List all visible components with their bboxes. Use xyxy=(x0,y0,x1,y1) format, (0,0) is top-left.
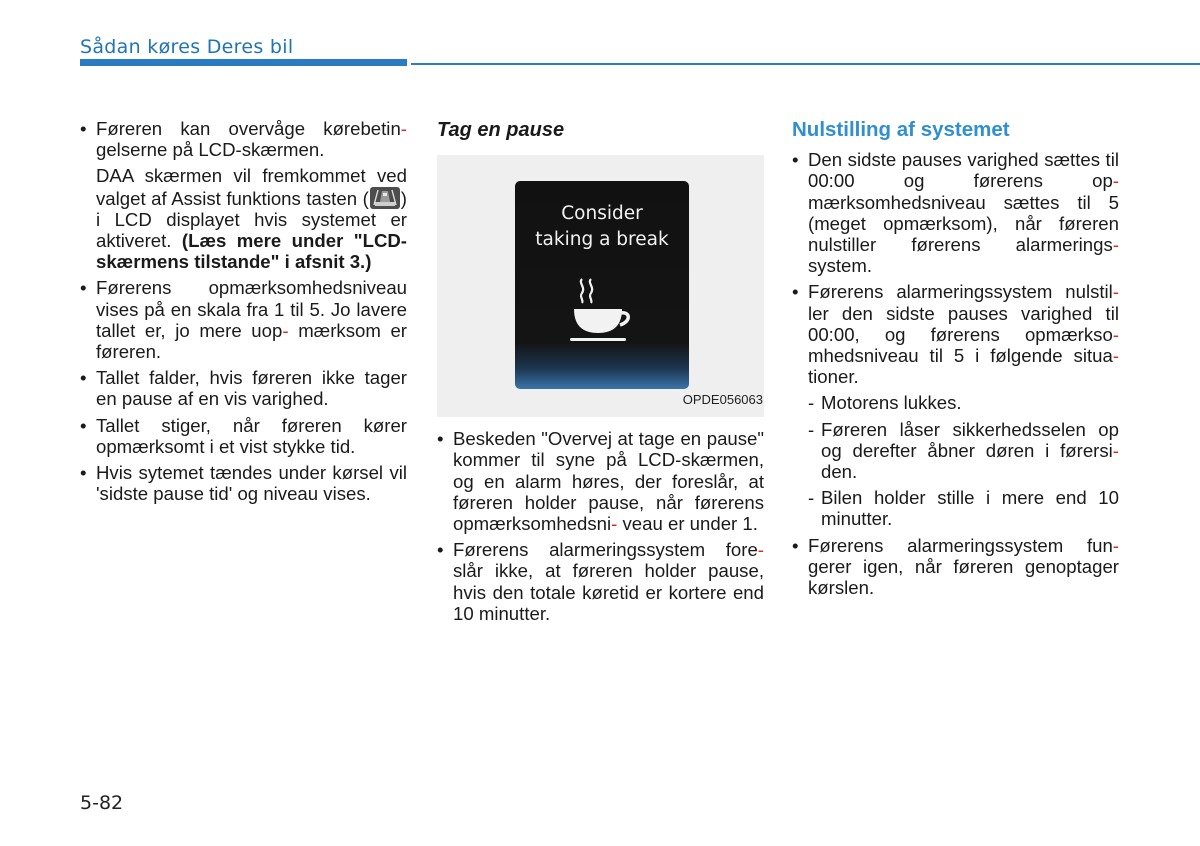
text: Bilen holder stille i mere end 10 minutter. xyxy=(821,487,1119,530)
dash-mark: - xyxy=(808,418,815,440)
sub-list-item xyxy=(792,392,1119,413)
header-bar xyxy=(80,59,407,66)
sub-list-item xyxy=(792,487,1119,529)
list-item xyxy=(437,428,764,534)
lane-assist-icon xyxy=(370,187,400,209)
figure xyxy=(437,155,764,417)
hyphen: - xyxy=(1112,439,1119,461)
text: Førerens alarmeringssystem fun xyxy=(808,534,1113,556)
figure-caption: OPDE056063 xyxy=(682,392,763,407)
text: Førerens alarmeringssystem nulstil xyxy=(808,281,1113,303)
coffee-cup-icon xyxy=(570,275,634,347)
text: mærksomhedsniveau sættes til 5 (meget opmærksom), når føreren nulstiller førerens alarmerings xyxy=(808,191,1119,256)
hyphen: - xyxy=(757,539,764,561)
hyphen: - xyxy=(1112,281,1119,303)
text: gelserne på LCD-skærmen. xyxy=(96,139,325,161)
text: Beskeden "Overvej at tage en pause" kommer til syne på LCD-skærmen, og en alarm høres, der foreslår, at føreren holder pause, når førerens opmærksomhedsni xyxy=(453,428,764,535)
text: ler den sidste pauses varighed til 00:00, og førerens opmærkso xyxy=(808,302,1119,345)
text: Den sidste pauses varighed sættes til 00:00 og førerens op xyxy=(808,149,1119,192)
list-item xyxy=(80,462,407,504)
list-item xyxy=(80,415,407,457)
text: gerer igen, når føreren genoptager kørslen. xyxy=(808,555,1119,599)
header-rule xyxy=(411,63,1200,65)
dash-mark: - xyxy=(808,392,815,414)
hyphen: - xyxy=(400,118,407,139)
text: Førerens opmærksomhedsniveau vises på en skala fra 1 til 5. Jo lavere tallet er, jo mere uop xyxy=(96,277,407,341)
text: ) i LCD displayet hvis systemet er aktiveret. xyxy=(96,187,407,252)
lcd-screen xyxy=(515,181,689,389)
text: den. xyxy=(821,461,858,483)
text: Motorens lukkes. xyxy=(821,392,962,414)
text: Føreren kan overvåge kørebetin xyxy=(96,118,401,139)
screen-line: Consider xyxy=(561,203,643,225)
column-1 xyxy=(80,118,407,509)
paragraph xyxy=(80,165,407,272)
text: DAA skærmen vil fremkommet ved valget af Assist funktions tasten ( xyxy=(96,165,407,209)
page-number: 5-82 xyxy=(80,792,124,814)
list-item xyxy=(80,118,407,160)
section-title: Nulstilling af systemet xyxy=(792,118,1010,141)
text: mhedsniveau til 5 i følgende situa xyxy=(808,345,1113,367)
sub-list-item xyxy=(792,419,1119,483)
text: system. xyxy=(808,255,873,277)
text: Tallet falder, hvis føreren ikke tager en pause af en vis varighed. xyxy=(96,367,407,410)
text: Føreren låser sikkerhedsselen op og derefter åbner døren i førersi xyxy=(821,418,1119,461)
list-item xyxy=(792,149,1119,276)
text: slår ikke, at føreren holder pause, hvis den totale køretid er kortere end 10 minutter. xyxy=(453,560,764,624)
hyphen: - xyxy=(1112,170,1119,192)
hyphen: - xyxy=(1112,323,1119,345)
text: Førerens alarmeringssystem fore xyxy=(453,539,758,561)
list-item xyxy=(792,535,1119,599)
list-item xyxy=(437,539,764,624)
hyphen: - xyxy=(611,513,618,535)
cross-reference: (Læs mere under "LCD-skærmens tilstande" i afsnit 3.) xyxy=(96,230,407,273)
text: Hvis sytemet tændes under kørsel vil 'sidste pause tid' og niveau vises. xyxy=(96,462,407,505)
hyphen: - xyxy=(1112,534,1119,556)
list-item xyxy=(792,281,1119,387)
list-item xyxy=(80,367,407,409)
hyphen: - xyxy=(1112,345,1119,367)
hyphen: - xyxy=(282,319,289,341)
section-title: Tag en pause xyxy=(437,119,565,141)
screen-message xyxy=(515,201,689,253)
text: Tallet stiger, når føreren kører opmærksomt i et vist stykke tid. xyxy=(96,414,407,457)
dash-mark: - xyxy=(808,487,815,509)
text: tioner. xyxy=(808,366,859,388)
column-3 xyxy=(792,118,1119,603)
column-2 xyxy=(437,118,764,629)
text: veau er under 1. xyxy=(622,513,758,535)
hyphen: - xyxy=(1112,234,1119,256)
header-title: Sådan køres Deres bil xyxy=(80,36,294,58)
list-item xyxy=(80,277,407,362)
text: mærksom er føreren. xyxy=(96,319,407,363)
screen-line: taking a break xyxy=(535,229,669,251)
